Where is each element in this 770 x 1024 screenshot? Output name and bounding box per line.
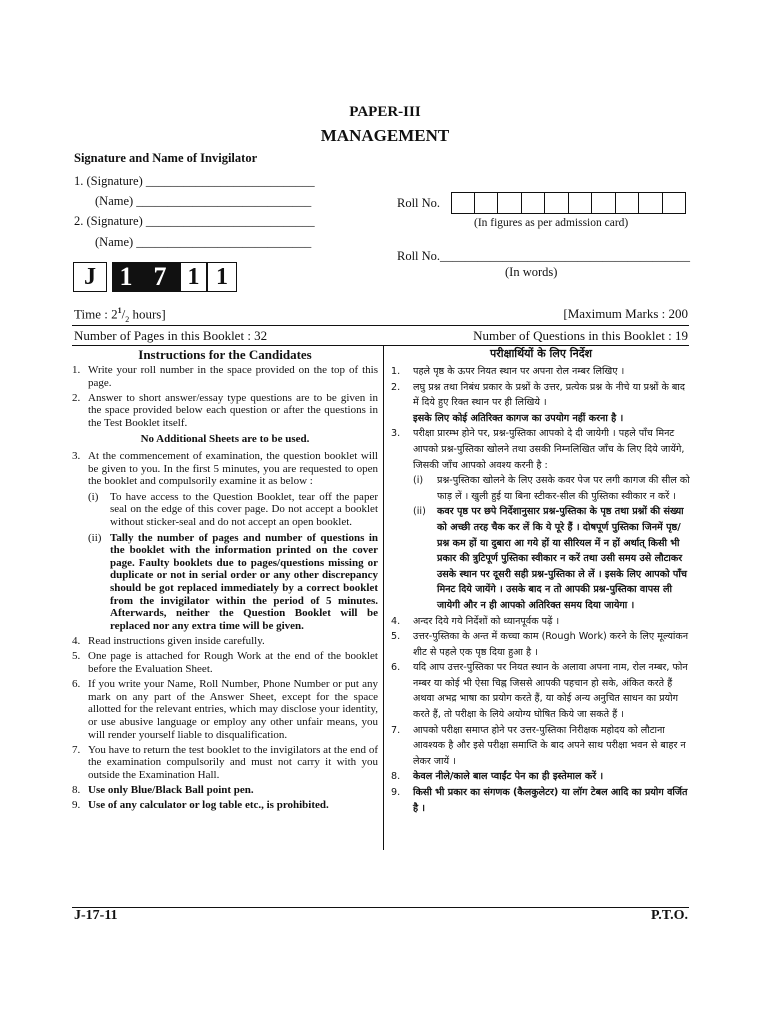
list-item: 8. Use only Blue/Black Ball point pen.: [72, 784, 378, 797]
instruction-text: यदि आप उत्तर-पुस्तिका पर नियत स्थान के अलावा अपना नाम, रोल नम्बर, फोन नम्बर या कोई भी ऐसा चिह्न जिससे आपकी पहचान हो सके, अंकित करते हैं अथवा अभद्र भाषा का प्रयोग करते हैं, या कोई अन्य अनुचित साधन का प्रयोग करते हैं, तो परीक्षा के लिये अयोग्य घोषित किये जा सकते हैं ।: [413, 662, 688, 721]
list-item: 9. Use of any calculator or log table etc., is prohibited.: [72, 799, 378, 812]
instruction-text: You have to return the test booklet to the invigilators at the end of the examination compulsorily and must not carry it with you outside the Examination Hall.: [88, 743, 378, 781]
instruction-text: अन्दर दिये गये निर्देशों को ध्यानपूर्वक पढ़ें ।: [413, 615, 560, 627]
no-additional-sheets: No Additional Sheets are to be used.: [140, 433, 310, 446]
instruction-text: परीक्षा प्रारम्भ होने पर, प्रश्न-पुस्तिका आपको दे दी जायेगी । पहले पाँच मिनट आपको प्रश्न-पुस्तिका खोलने तथा उसकी निम्नलिखित जाँच के लिए दिये जायेंगे, जिसकी जाँच आपको अवश्य करनी है :: [413, 428, 685, 471]
list-item: 3. परीक्षा प्रारम्भ होने पर, प्रश्न-पुस्तिका आपको दे दी जायेगी । पहले पाँच मिनट आपको प्रश्न-पुस्तिका खोलने तथा उसकी निम्नलिखित जाँच के लिए दिये जायेंगे, जिसकी जाँच आपको अवश्य करनी है :: [391, 426, 691, 473]
instruction-text: Read instructions given inside carefully.: [88, 635, 265, 648]
roll-in-words-note: (In words): [505, 265, 558, 279]
paper-title: PAPER-III: [349, 104, 421, 120]
invigilator-heading: Signature and Name of Invigilator: [74, 151, 258, 165]
footer-code: J-17-11: [74, 908, 118, 923]
instruction-text: If you write your Name, Roll Number, Phone Number or put any mark on any part of the Answer Sheet, except for the space allotted for the relevant entries, which may disclose your identity, or use abusive language or employ any other unfair means, you will render yourself liable to disqualification.: [88, 678, 378, 741]
list-item: 2. लघु प्रश्न तथा निबंध प्रकार के प्रश्नों के उत्तर, प्रत्येक प्रश्न के नीचे या प्रश्नों के बाद में दिये हुए रिक्त स्थान पर ही लिखिये ।: [391, 380, 691, 411]
roll-digit-box[interactable]: [569, 192, 593, 214]
list-item: 9. किसी भी प्रकार का संगणक (कैलकुलेटर) या लॉग टेबल आदि का प्रयोग वर्जित है ।: [391, 785, 691, 816]
instruction-text: Use only Blue/Black Ball point pen.: [88, 783, 254, 796]
roll-digit-box[interactable]: [498, 192, 522, 214]
code-box: 1: [112, 262, 140, 292]
code-box: 7: [140, 262, 180, 292]
sub-item: (ii) Tally the number of pages and number of questions in the booklet with the information printed on the cover page. Faulty booklets due to pages/questions missing or duplicate or not in serial order or any other discrepancy should be got replaced immediately by a correct booklet from the invigilator within the period of 5 minutes. Afterwards, neither the Question Booklet will be replaced nor any extra time will be given.: [88, 531, 378, 632]
time-unit: hours]: [129, 306, 166, 322]
question-count: Number of Questions in this Booklet : 19: [473, 328, 688, 343]
list-item: [391, 411, 691, 427]
instruction-text: At the commencement of examination, the question booklet will be given to you. In the first 5 minutes, you are requested to open the booklet and compulsorily examine it as below :: [88, 450, 378, 488]
instruction-text: One page is attached for Rough Work at the end of the booklet before the Evaluation Sheet.: [88, 650, 378, 676]
maximum-marks: [Maximum Marks : 200: [563, 306, 688, 321]
list-item: 5. उत्तर-पुस्तिका के अन्त में कच्चा काम (Rough Work) करने के लिए मूल्यांकन शीट से पहले एक पृष्ठ दिया हुआ है ।: [391, 629, 691, 660]
list-item: 6. यदि आप उत्तर-पुस्तिका पर नियत स्थान के अलावा अपना नाम, रोल नम्बर, फोन नम्बर या कोई भी ऐसा चिह्न जिससे आपकी पहचान हो सके, अंकित करते हैं अथवा अभद्र भाषा का प्रयोग करते हैं, या कोई अन्य अनुचित साधन का प्रयोग करते हैं, तो परीक्षा के लिये अयोग्य घोषित किये जा सकते हैं ।: [391, 660, 691, 722]
footer-pto: P.T.O.: [651, 908, 688, 923]
instruction-text: इसके लिए कोई अतिरिक्त कागज का उपयोग नहीं करना है ।: [413, 412, 624, 424]
code-box: 1: [180, 262, 207, 292]
sub-item: (i) प्रश्न-पुस्तिका खोलने के लिए उसके कवर पेज पर लगी कागज की सील को फाड़ लें । खुली हुई या बिना स्टीकर-सील की पुस्तिका स्वीकार न करें ।: [413, 473, 691, 504]
roll-digit-box[interactable]: [522, 192, 546, 214]
roll-label: Roll No.: [397, 196, 441, 210]
page-count: Number of Pages in this Booklet : 32: [74, 328, 268, 343]
list-item: 4. Read instructions given inside carefully.: [72, 635, 378, 648]
sub-item: (i) To have access to the Question Booklet, tear off the paper seal on the edge of this cover page. Do not accept a booklet without sticker-seal and do not accept an open booklet.: [88, 490, 378, 529]
instruction-text: Tally the number of pages and number of questions in the booklet with the information printed on the cover page. Faulty booklets due to pages/questions missing or duplicate or not in serial order or any other discrepancy should be got replaced immediately by a correct booklet from the invigilator within the period of 5 minutes. Afterwards, neither the Question Booklet will be replaced nor any extra time will be given.: [110, 531, 378, 632]
roll-number-boxes[interactable]: [451, 192, 686, 214]
instruction-text: किसी भी प्रकार का संगणक (कैलकुलेटर) या लॉग टेबल आदि का प्रयोग वर्जित है ।: [413, 787, 688, 814]
instructions-heading-hi: परीक्षार्थियों के लिए निर्देश: [489, 347, 593, 360]
subject-title: MANAGEMENT: [320, 126, 450, 145]
list-item: 5. One page is attached for Rough Work at the end of the booklet before the Evaluation Sheet.: [72, 650, 378, 676]
instruction-text: कवर पृष्ठ पर छपे निर्देशानुसार प्रश्न-पुस्तिका के पृष्ठ तथा प्रश्नों की संख्या को अच्छी तरह चैक कर लें कि ये पूरे हैं । दोषपूर्ण पुस्तिका जिनमें पृष्ठ/प्रश्न कम हों या दुबारा आ गये हों या सीरियल में न हों अर्थात् किसी भी प्रकार की त्रुटिपूर्ण पुस्तिका स्वीकार न करें तथा उसी समय उसे लौटाकर उसके स्थान पर दूसरी सही प्रश्न-पुस्तिका ले लें । इसके लिए आपको पाँच मिनट दिये जायेंगे । उसके बाद न तो आपकी प्रश्न-पुस्तिका वापस ली जायेगी और न ही आपको अतिरिक्त समय दिया जायेगा ।: [437, 506, 687, 611]
invigilator-name-1: (Name) ____________________________: [95, 194, 312, 208]
time-allowed: Time : $2^1/_2$ hours]: [74, 306, 166, 324]
instruction-text: केवल नीले/काले बाल प्वाईंट पेन का ही इस्तेमाल करें ।: [413, 771, 604, 783]
instructions-hi: [391, 364, 691, 816]
sub-item: (ii) कवर पृष्ठ पर छपे निर्देशानुसार प्रश्न-पुस्तिका के पृष्ठ तथा प्रश्नों की संख्या को अच्छी तरह चैक कर लें कि ये पूरे हैं । दोषपूर्ण पुस्तिका जिनमें पृष्ठ/प्रश्न कम हों या दुबारा आ गये हों या सीरियल में न हों अर्थात् किसी भी प्रकार की त्रुटिपूर्ण पुस्तिका स्वीकार न करें तथा उसी समय उसे लौटाकर उसके स्थान पर दूसरी सही प्रश्न-पुस्तिका ले लें । इसके लिए आपको पाँच मिनट दिये जायेंगे । उसके बाद न तो आपकी प्रश्न-पुस्तिका वापस ली जायेगी और न ही आपको अतिरिक्त समय दिया जायेगा ।: [413, 504, 691, 613]
code-box: J: [73, 262, 107, 292]
roll-digit-box[interactable]: [639, 192, 663, 214]
roll-digit-box[interactable]: [592, 192, 616, 214]
list-item: 7. You have to return the test booklet to the invigilators at the end of the examination compulsorily and must not carry it with you outside the Examination Hall.: [72, 743, 378, 781]
list-item: 3. At the commencement of examination, the question booklet will be given to you. In the first 5 minutes, you are requested to open the booklet and compulsorily examine it as below :: [72, 450, 378, 488]
column-divider: [383, 346, 384, 850]
instruction-text: पहले पृष्ठ के ऊपर नियत स्थान पर अपना रोल नम्बर लिखिए ।: [413, 366, 625, 377]
roll-digit-box[interactable]: [545, 192, 569, 214]
instruction-text: Write your roll number in the space provided on the top of this page.: [88, 364, 378, 389]
roll-digit-box[interactable]: [663, 192, 687, 214]
list-item: 8. केवल नीले/काले बाल प्वाईंट पेन का ही इस्तेमाल करें ।: [391, 769, 691, 785]
instruction-text: उत्तर-पुस्तिका के अन्त में कच्चा काम (Rough Work) करने के लिए मूल्यांकन शीट से पहले एक पृष्ठ दिया हुआ है ।: [413, 631, 689, 658]
list-item: 1. पहले पृष्ठ के ऊपर नियत स्थान पर अपना रोल नम्बर लिखिए ।: [391, 364, 691, 380]
time-fraction-den: 2: [125, 314, 130, 324]
instruction-text: आपको परीक्षा समाप्त होने पर उत्तर-पुस्तिका निरीक्षक महोदय को लौटाना आवश्यक है और इसे परीक्षा समाप्ति के बाद अपने साथ परीक्षा भवन से बाहर न लेकर जायें ।: [413, 724, 686, 767]
instructions-heading-en: Instructions for the Candidates: [138, 347, 312, 362]
time-fraction-num: 1: [117, 306, 122, 315]
instruction-text: Answer to short answer/essay type questions are to be given in the space provided below each question or after the questions in the Test Booklet itself.: [88, 391, 378, 429]
instruction-text: To have access to the Question Booklet, tear off the paper seal on the edge of this cover page. Do not accept a booklet without sticker-seal and do not accept an open booklet.: [110, 490, 378, 529]
roll-note: (In figures as per admission card): [474, 217, 629, 229]
roll-digit-box[interactable]: [475, 192, 499, 214]
roll-digit-box[interactable]: [451, 192, 475, 214]
invigilator-name-2: (Name) ____________________________: [95, 235, 312, 249]
list-item: 6. If you write your Name, Roll Number, Phone Number or put any mark on any part of the Answer Sheet, except for the space allotted for the relevant entries, which may disclose your identity, or use abusive language or employ any other unfair means, you will render yourself liable to disqualification.: [72, 678, 378, 741]
roll-in-words-line[interactable]: Roll No.________________________________________: [397, 249, 691, 263]
divider: [72, 325, 689, 326]
roll-digit-box[interactable]: [616, 192, 640, 214]
instruction-text: प्रश्न-पुस्तिका खोलने के लिए उसके कवर पेज पर लगी कागज की सील को फाड़ लें । खुली हुई या बिना स्टीकर-सील की पुस्तिका स्वीकार न करें ।: [437, 475, 690, 502]
list-item: 7. आपको परीक्षा समाप्त होने पर उत्तर-पुस्तिका निरीक्षक महोदय को लौटाना आवश्यक है और इसे परीक्षा समाप्ति के बाद अपने साथ परीक्षा भवन से बाहर न लेकर जायें ।: [391, 723, 691, 770]
list-item: 4. अन्दर दिये गये निर्देशों को ध्यानपूर्वक पढ़ें ।: [391, 614, 691, 630]
invigilator-signature-1: 1. (Signature) ___________________________: [74, 174, 315, 188]
code-box: 1: [207, 262, 237, 292]
invigilator-signature-2: 2. (Signature) ___________________________: [74, 214, 315, 228]
list-item: 1. Write your roll number in the space provided on the top of this page.: [72, 364, 378, 389]
list-item: 2. Answer to short answer/essay type questions are to be given in the space provided below each question or after the questions in the Test Booklet itself.: [72, 391, 378, 429]
instruction-text: Use of any calculator or log table etc., is prohibited.: [88, 799, 329, 811]
instructions-en: [72, 364, 378, 814]
instruction-text: लघु प्रश्न तथा निबंध प्रकार के प्रश्नों के उत्तर, प्रत्येक प्रश्न के नीचे या प्रश्नों के बाद में दिये हुए रिक्त स्थान पर ही लिखिये ।: [413, 381, 685, 409]
footer-divider: [72, 907, 689, 908]
time-value: Time : 2: [74, 306, 118, 322]
